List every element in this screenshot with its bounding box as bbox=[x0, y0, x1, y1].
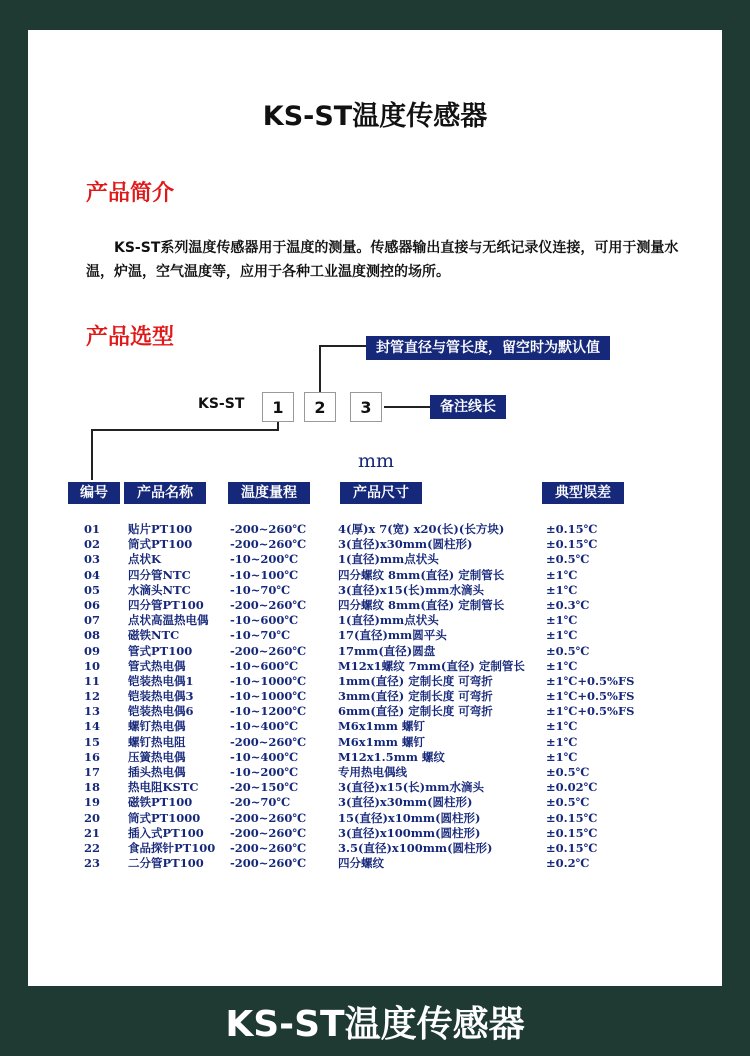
row-error: ±0.5℃ bbox=[546, 643, 590, 658]
row-name: 水滴头NTC bbox=[128, 582, 191, 597]
row-name: 热电阻KSTC bbox=[128, 780, 199, 795]
row-range: -200~260℃ bbox=[230, 734, 307, 749]
row-no: 19 bbox=[84, 795, 101, 810]
row-error: ±0.5℃ bbox=[546, 795, 590, 810]
row-range: -10~600℃ bbox=[230, 613, 299, 628]
row-no: 08 bbox=[84, 628, 101, 643]
product-card bbox=[28, 30, 722, 986]
code-box-1: 1 bbox=[262, 392, 294, 422]
row-error: ±1℃+0.5%FS bbox=[546, 704, 635, 719]
row-no: 20 bbox=[84, 810, 101, 825]
row-error: ±1℃ bbox=[546, 628, 578, 643]
row-size: 1(直径)mm点状头 bbox=[338, 552, 439, 567]
row-no: 12 bbox=[84, 689, 101, 704]
row-error: ±0.15℃ bbox=[546, 840, 598, 855]
row-name: 四分管NTC bbox=[128, 567, 191, 582]
row-name: 四分管PT100 bbox=[128, 597, 204, 612]
header-range: 温度量程 bbox=[228, 482, 310, 504]
row-error: ±0.15℃ bbox=[546, 810, 598, 825]
row-range: -200~260℃ bbox=[230, 537, 307, 552]
row-name: 磁铁NTC bbox=[128, 628, 180, 643]
header-size: 产品尺寸 bbox=[340, 482, 422, 504]
row-range: -20~150℃ bbox=[230, 780, 299, 795]
row-error: ±0.15℃ bbox=[546, 537, 598, 552]
table-row bbox=[28, 735, 722, 750]
table-row bbox=[28, 704, 722, 719]
row-no: 04 bbox=[84, 567, 101, 582]
row-size: 17mm(直径)圆盘 bbox=[338, 643, 436, 658]
row-error: ±1℃ bbox=[546, 719, 578, 734]
table-row bbox=[28, 674, 722, 689]
table-row bbox=[28, 568, 722, 583]
row-error: ±1℃ bbox=[546, 613, 578, 628]
row-size: 4(厚)x 7(宽) x20(长)(长方块) bbox=[338, 522, 505, 536]
row-no: 17 bbox=[84, 765, 101, 779]
row-range: -200~260℃ bbox=[230, 643, 307, 658]
table-row bbox=[28, 583, 722, 598]
row-no: 06 bbox=[84, 597, 101, 612]
row-range: -10~70℃ bbox=[230, 628, 291, 643]
row-no: 22 bbox=[84, 840, 101, 855]
row-range: -10~1000℃ bbox=[230, 689, 307, 704]
note-tube-length: 封管直径与管长度，留空时为默认值 bbox=[366, 336, 610, 360]
row-range: -10~200℃ bbox=[230, 765, 299, 779]
row-error: ±0.02℃ bbox=[546, 780, 598, 795]
row-name: 铠装热电偶3 bbox=[128, 689, 194, 704]
row-range: -10~1000℃ bbox=[230, 673, 307, 688]
row-size: 专用热电偶线 bbox=[338, 765, 407, 779]
row-name: 管式PT100 bbox=[128, 643, 193, 658]
table-row bbox=[28, 795, 722, 810]
row-name: 贴片PT100 bbox=[128, 522, 193, 536]
table-row bbox=[28, 598, 722, 613]
row-name: 压簧热电偶 bbox=[128, 749, 186, 764]
table-row bbox=[28, 765, 722, 780]
row-error: ±0.3℃ bbox=[546, 597, 590, 612]
row-range: -10~600℃ bbox=[230, 658, 299, 673]
row-no: 14 bbox=[84, 719, 101, 734]
row-size: M12x1螺纹 7mm(直径) 定制管长 bbox=[338, 658, 525, 673]
model-prefix: KS-ST bbox=[198, 396, 245, 412]
table-row bbox=[28, 628, 722, 643]
row-range: -10~100℃ bbox=[230, 567, 299, 582]
table-row bbox=[28, 522, 722, 537]
header-name: 产品名称 bbox=[124, 482, 206, 504]
row-size: 15(直径)x10mm(圆柱形) bbox=[338, 810, 481, 825]
row-name: 铠装热电偶1 bbox=[128, 673, 194, 688]
row-range: -200~260℃ bbox=[230, 522, 307, 536]
row-name: 螺钉热电偶 bbox=[128, 719, 186, 734]
row-no: 23 bbox=[84, 856, 101, 871]
page-title: KS-ST温度传感器 bbox=[262, 101, 488, 132]
row-name: 筒式PT1000 bbox=[128, 810, 201, 825]
row-range: -10~200℃ bbox=[230, 552, 299, 567]
note-cable-length: 备注线长 bbox=[430, 395, 506, 419]
header-error: 典型误差 bbox=[542, 482, 624, 504]
row-error: ±1℃ bbox=[546, 734, 578, 749]
row-range: -200~260℃ bbox=[230, 840, 307, 855]
spec-table bbox=[28, 522, 722, 871]
row-name: 食品探针PT100 bbox=[128, 840, 216, 855]
row-size: M6x1mm 螺钉 bbox=[338, 734, 425, 749]
row-range: -200~260℃ bbox=[230, 810, 307, 825]
footer-title: KS-ST温度传感器 bbox=[225, 1004, 525, 1045]
row-size: 四分螺纹 8mm(直径) 定制管长 bbox=[338, 567, 505, 582]
row-name: 螺钉热电阻 bbox=[128, 734, 186, 749]
row-name: 二分管PT100 bbox=[128, 856, 204, 871]
row-name: 点状高温热电偶 bbox=[128, 613, 209, 628]
row-error: ±1℃+0.5%FS bbox=[546, 673, 635, 688]
row-no: 11 bbox=[84, 673, 101, 688]
row-no: 07 bbox=[84, 613, 101, 628]
row-name: 管式热电偶 bbox=[128, 658, 186, 673]
row-size: 四分螺纹 8mm(直径) 定制管长 bbox=[338, 597, 505, 612]
table-row bbox=[28, 719, 722, 734]
row-no: 01 bbox=[84, 522, 101, 536]
selection-heading: 产品选型 bbox=[86, 325, 175, 350]
table-row bbox=[28, 750, 722, 765]
table-row bbox=[28, 659, 722, 674]
row-size: 3mm(直径) 定制长度 可弯折 bbox=[338, 689, 493, 704]
row-error: ±0.15℃ bbox=[546, 825, 598, 840]
row-no: 18 bbox=[84, 780, 101, 795]
table-row bbox=[28, 856, 722, 871]
row-size: 3(直径)x30mm(圆柱形) bbox=[338, 537, 473, 552]
table-row bbox=[28, 613, 722, 628]
row-size: 四分螺纹 bbox=[338, 856, 384, 871]
code-box-3: 3 bbox=[350, 392, 382, 422]
header-no: 编号 bbox=[68, 482, 120, 504]
row-no: 16 bbox=[84, 749, 101, 764]
table-row bbox=[28, 644, 722, 659]
code-box-2: 2 bbox=[304, 392, 336, 422]
row-range: -10~1200℃ bbox=[230, 704, 307, 719]
unit-label: mm bbox=[358, 450, 395, 472]
row-range: -200~260℃ bbox=[230, 856, 307, 871]
row-size: M6x1mm 螺钉 bbox=[338, 719, 425, 734]
row-name: 插头热电偶 bbox=[128, 765, 186, 779]
row-error: ±0.15℃ bbox=[546, 522, 598, 536]
row-no: 02 bbox=[84, 537, 101, 552]
intro-heading: 产品简介 bbox=[86, 181, 175, 206]
row-size: 3(直径)x15(长)mm水滴头 bbox=[338, 582, 484, 597]
row-range: -200~260℃ bbox=[230, 597, 307, 612]
table-row bbox=[28, 811, 722, 826]
table-row bbox=[28, 826, 722, 841]
row-no: 09 bbox=[84, 643, 101, 658]
row-no: 10 bbox=[84, 658, 101, 673]
row-name: 铠装热电偶6 bbox=[128, 704, 194, 719]
table-row bbox=[28, 552, 722, 567]
row-range: -200~260℃ bbox=[230, 825, 307, 840]
row-size: M12x1.5mm 螺纹 bbox=[338, 749, 445, 764]
row-range: -10~400℃ bbox=[230, 749, 299, 764]
row-name: 筒式PT100 bbox=[128, 537, 193, 552]
row-error: ±1℃ bbox=[546, 582, 578, 597]
row-size: 3.5(直径)x100mm(圆柱形) bbox=[338, 840, 493, 855]
row-error: ±0.5℃ bbox=[546, 552, 590, 567]
table-row bbox=[28, 841, 722, 856]
row-no: 13 bbox=[84, 704, 101, 719]
row-name: 插入式PT100 bbox=[128, 825, 204, 840]
intro-text: KS-ST系列温度传感器用于温度的测量。传感器输出直接与无纸记录仪连接，可用于测量水温，炉温，空气温度等，应用于各种工业温度测控的场所。 bbox=[86, 240, 679, 280]
row-size: 6mm(直径) 定制长度 可弯折 bbox=[338, 704, 493, 719]
row-size: 1mm(直径) 定制长度 可弯折 bbox=[338, 673, 493, 688]
row-size: 1(直径)mm点状头 bbox=[338, 613, 439, 628]
row-error: ±0.5℃ bbox=[546, 765, 590, 779]
row-error: ±1℃ bbox=[546, 658, 578, 673]
row-size: 17(直径)mm圆平头 bbox=[338, 628, 447, 643]
row-no: 21 bbox=[84, 825, 101, 840]
table-row bbox=[28, 537, 722, 552]
row-size: 3(直径)x100mm(圆柱形) bbox=[338, 825, 481, 840]
row-no: 15 bbox=[84, 734, 101, 749]
row-range: -10~400℃ bbox=[230, 719, 299, 734]
row-error: ±1℃ bbox=[546, 749, 578, 764]
row-error: ±1℃ bbox=[546, 567, 578, 582]
row-range: -10~70℃ bbox=[230, 582, 291, 597]
row-error: ±1℃+0.5%FS bbox=[546, 689, 635, 704]
row-name: 磁铁PT100 bbox=[128, 795, 193, 810]
table-row bbox=[28, 780, 722, 795]
row-no: 05 bbox=[84, 582, 101, 597]
row-name: 点状K bbox=[128, 552, 161, 567]
row-no: 03 bbox=[84, 552, 101, 567]
row-size: 3(直径)x15(长)mm水滴头 bbox=[338, 780, 484, 795]
row-range: -20~70℃ bbox=[230, 795, 291, 810]
table-row bbox=[28, 689, 722, 704]
row-error: ±0.2℃ bbox=[546, 856, 590, 871]
row-size: 3(直径)x30mm(圆柱形) bbox=[338, 795, 473, 810]
